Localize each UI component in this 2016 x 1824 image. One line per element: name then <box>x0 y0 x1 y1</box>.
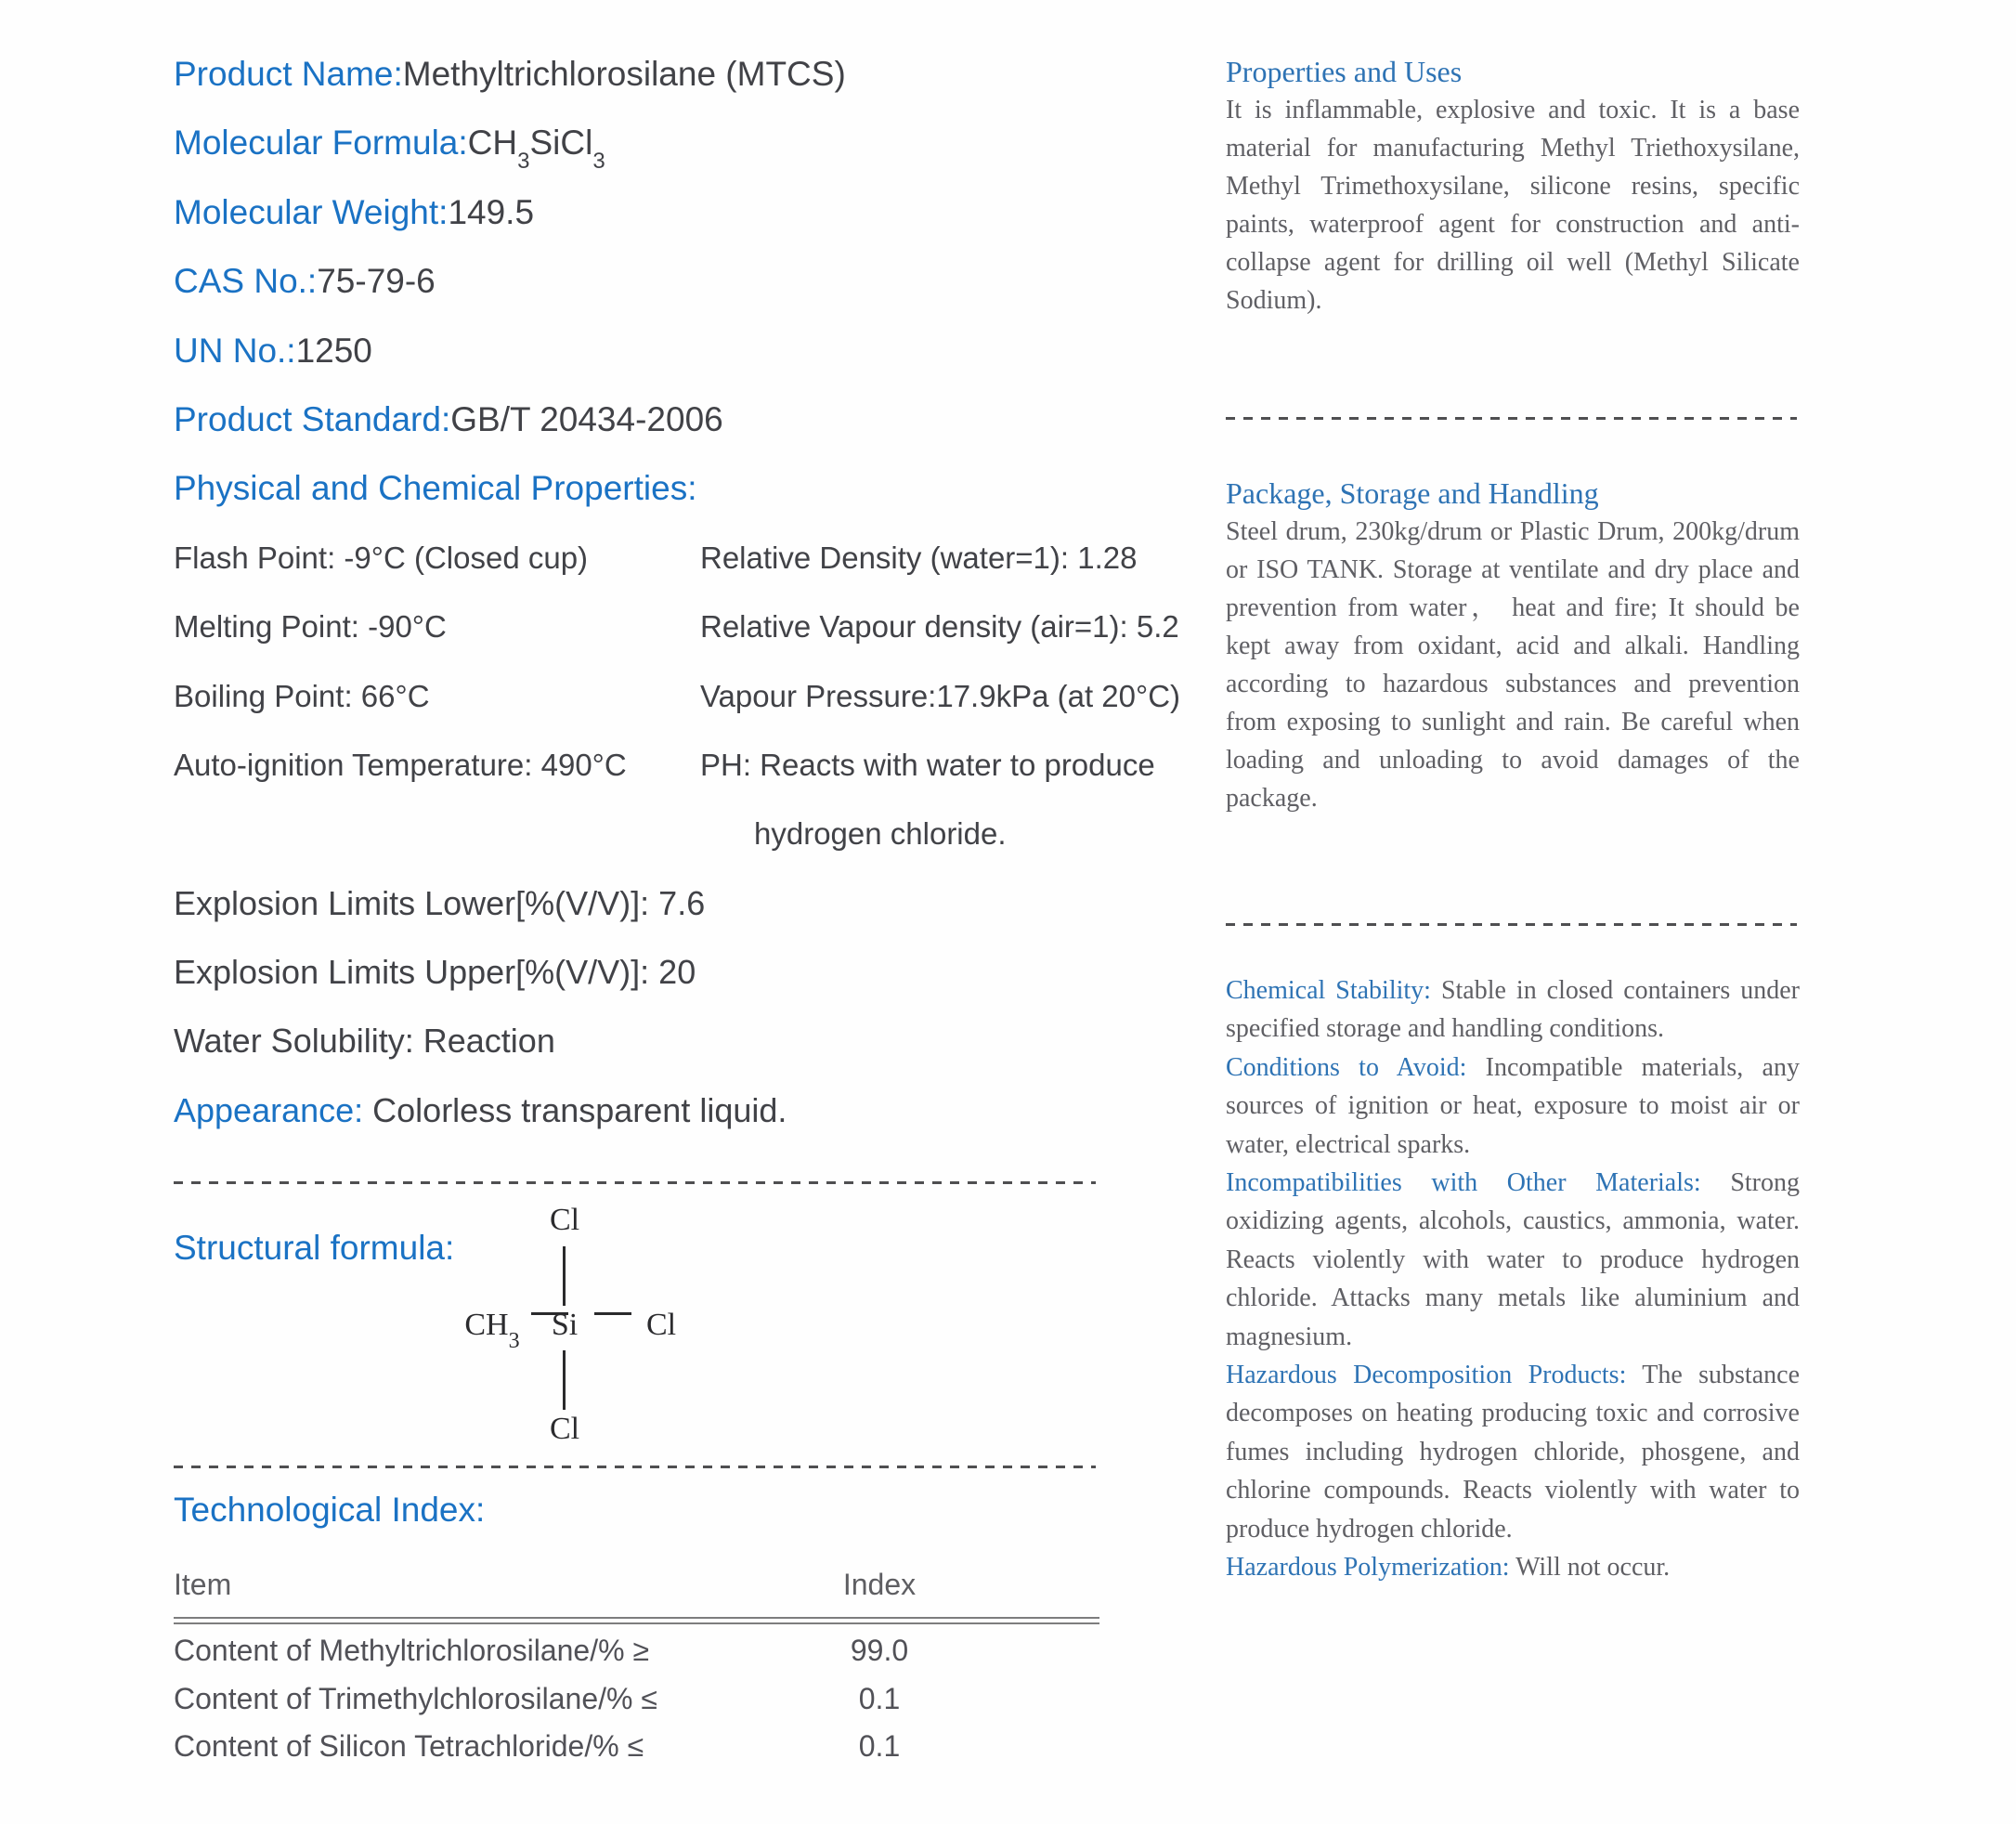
technological-index-table <box>174 1627 1102 1771</box>
property-row-boiling <box>174 662 1242 731</box>
table-cell-item: Content of Methyltrichlorosilane/% ≥ <box>174 1634 650 1667</box>
water-solubility: Water Solubility: Reaction <box>174 1022 555 1061</box>
safety-paragraph <box>1226 1356 1800 1548</box>
ph-line-continuation: hydrogen chloride. <box>754 816 1007 852</box>
molecular-formula-value: $CH_3SiCl_3$ <box>467 124 605 174</box>
section-package-storage <box>1226 474 1800 817</box>
property-row-ph-cont <box>174 800 1242 868</box>
molecular-weight-value: 149.5 <box>448 192 535 231</box>
product-standard-label: Product Standard: <box>174 399 451 438</box>
safety-text: Will not occur. <box>1509 1553 1671 1583</box>
divider-left-2 <box>174 1466 1096 1468</box>
molecular-formula-line <box>174 109 1242 177</box>
ph-line: PH: Reacts with water to produce <box>700 747 1155 782</box>
divider-right-2 <box>1226 923 1797 926</box>
bond-vertical-bottom <box>563 1350 566 1410</box>
safety-lead-label: Conditions to Avoid: <box>1226 1052 1467 1082</box>
relative-vapour-density: Relative Vapour density (air=1): 5.2 <box>700 609 1179 645</box>
safety-paragraph <box>1226 1049 1800 1164</box>
appearance-line <box>174 1076 1242 1145</box>
left-column <box>174 40 1242 1145</box>
explosion-limits-upper: Explosion Limits Upper[%(V/V)]: 20 <box>174 953 696 992</box>
properties-and-uses-heading: Properties and Uses <box>1226 55 1463 88</box>
table-cell-index: 0.1 <box>858 1681 901 1715</box>
table-row <box>174 1675 1102 1724</box>
property-row-flash <box>174 524 1242 593</box>
un-no-label: UN No.: <box>174 331 296 370</box>
safety-paragraph <box>1226 1164 1800 1356</box>
molecular-weight-label: Molecular Weight: <box>174 192 449 231</box>
auto-ignition-temperature: Auto-ignition Temperature: 490°C <box>174 747 627 782</box>
structural-formula-label: Structural formula: <box>174 1229 455 1267</box>
un-no-line <box>174 317 1242 385</box>
table-header-rule <box>174 1617 1099 1624</box>
divider-right-1 <box>1226 417 1797 420</box>
table-header-index: Index <box>842 1568 917 1601</box>
properties-and-uses-body: It is inflammable, explosive and toxic. It is a base material for manufacturing Methyl Triethoxysilane, Methyl Trimethoxysilane, silicone resins, specific paints, waterproof agent for construction and anti-collapse agent for drilling oil well (Methyl Silicate Sodium). <box>1226 96 1800 315</box>
section-properties-and-uses <box>1226 52 1800 319</box>
cas-no-line <box>174 247 1242 316</box>
bond-horizontal-right <box>594 1312 631 1315</box>
un-no-value: 1250 <box>295 331 372 370</box>
table-header-row <box>174 1561 1102 1608</box>
safety-paragraph <box>1226 971 1800 1049</box>
safety-text: Strong oxidizing agents, alcohols, caustics, ammonia, water. Reacts violently with water to produce hydrogen chloride. Attacks many metals like aluminium and magnesium. <box>1226 1168 1800 1351</box>
product-standard-value: GB/T 20434-2006 <box>450 399 723 438</box>
table-cell-index: 99.0 <box>850 1634 909 1667</box>
table-row <box>174 1723 1102 1771</box>
safety-lead-label: Hazardous Polymerization: <box>1226 1553 1510 1583</box>
safety-text: The substance decomposes on heating producing toxic and corrosive fumes including hydrogen chloride, phosgene, and chlorine compounds. Reacts violently with water to produce hydrogen chloride. <box>1226 1361 1800 1544</box>
appearance-label: Appearance: <box>174 1090 364 1129</box>
boiling-point: Boiling Point: 66°C <box>174 678 430 713</box>
relative-density: Relative Density (water=1): 1.28 <box>700 540 1138 575</box>
atom-cl-top: Cl <box>549 1203 580 1237</box>
section-safety-info <box>1226 971 1800 1587</box>
table-cell-item: Content of Silicon Tetrachloride/% ≤ <box>174 1729 644 1763</box>
flash-point: Flash Point: -9°C (Closed cup) <box>174 540 589 575</box>
safety-text: Stable in closed containers under specified storage and handling conditions. <box>1226 976 1800 1044</box>
product-name-line <box>174 40 1242 109</box>
appearance-value: Colorless transparent liquid. <box>363 1090 787 1129</box>
molecular-formula-label: Molecular Formula: <box>174 124 468 163</box>
property-row-autoignition <box>174 731 1242 800</box>
product-standard-line <box>174 385 1242 454</box>
table-cell-item: Content of Trimethylchlorosilane/% ≤ <box>174 1681 657 1715</box>
atom-cl-right: Cl <box>645 1308 677 1342</box>
technological-index-heading: Technological Index: <box>174 1491 486 1529</box>
physical-chemical-heading: Physical and Chemical Properties: <box>174 469 697 508</box>
safety-paragraph <box>1226 1548 1800 1586</box>
table-row <box>174 1627 1102 1675</box>
safety-lead-label: Hazardous Decomposition Products: <box>1226 1361 1627 1390</box>
bond-vertical-top <box>563 1246 566 1306</box>
melting-point: Melting Point: -90°C <box>174 609 447 645</box>
product-name-label: Product Name: <box>174 55 403 93</box>
explosion-limits-lower: Explosion Limits Lower[%(V/V)]: 7.6 <box>174 883 706 922</box>
atom-ch3: $CH_3$ <box>464 1308 520 1353</box>
product-name-value: Methyltrichlorosilane (MTCS) <box>402 55 846 93</box>
package-storage-heading: Package, Storage and Handling <box>1226 476 1599 510</box>
atom-cl-bottom: Cl <box>549 1412 580 1446</box>
property-row-melting <box>174 593 1242 661</box>
table-cell-index: 0.1 <box>858 1729 901 1763</box>
divider-left-1 <box>174 1181 1096 1184</box>
cas-no-label: CAS No.: <box>174 262 318 301</box>
safety-lead-label: Incompatibilities with Other Materials: <box>1226 1168 1701 1198</box>
safety-text: Incompatible materials, any sources of ignition or heat, exposure to moist air or water, electrical sparks. <box>1226 1052 1800 1159</box>
table-header-item: Item <box>174 1568 232 1601</box>
cas-no-value: 75-79-6 <box>317 262 436 301</box>
safety-lead-label: Chemical Stability: <box>1226 976 1431 1005</box>
atom-si: Si <box>551 1308 579 1342</box>
molecular-weight-line <box>174 178 1242 247</box>
vapour-pressure: Vapour Pressure:17.9kPa (at 20°C) <box>700 678 1181 713</box>
package-storage-body: Steel drum, 230kg/drum or Plastic Drum, 200kg/drum or ISO TANK. Storage at ventilate and dry place and prevention from water， heat and fire; It should be kept away from oxidant, acid and alkali. Handling according to hazardous substances and prevention from exposing to sunlight and rain. Be careful when loading and unloading to avoid damages of the package. <box>1226 517 1800 813</box>
